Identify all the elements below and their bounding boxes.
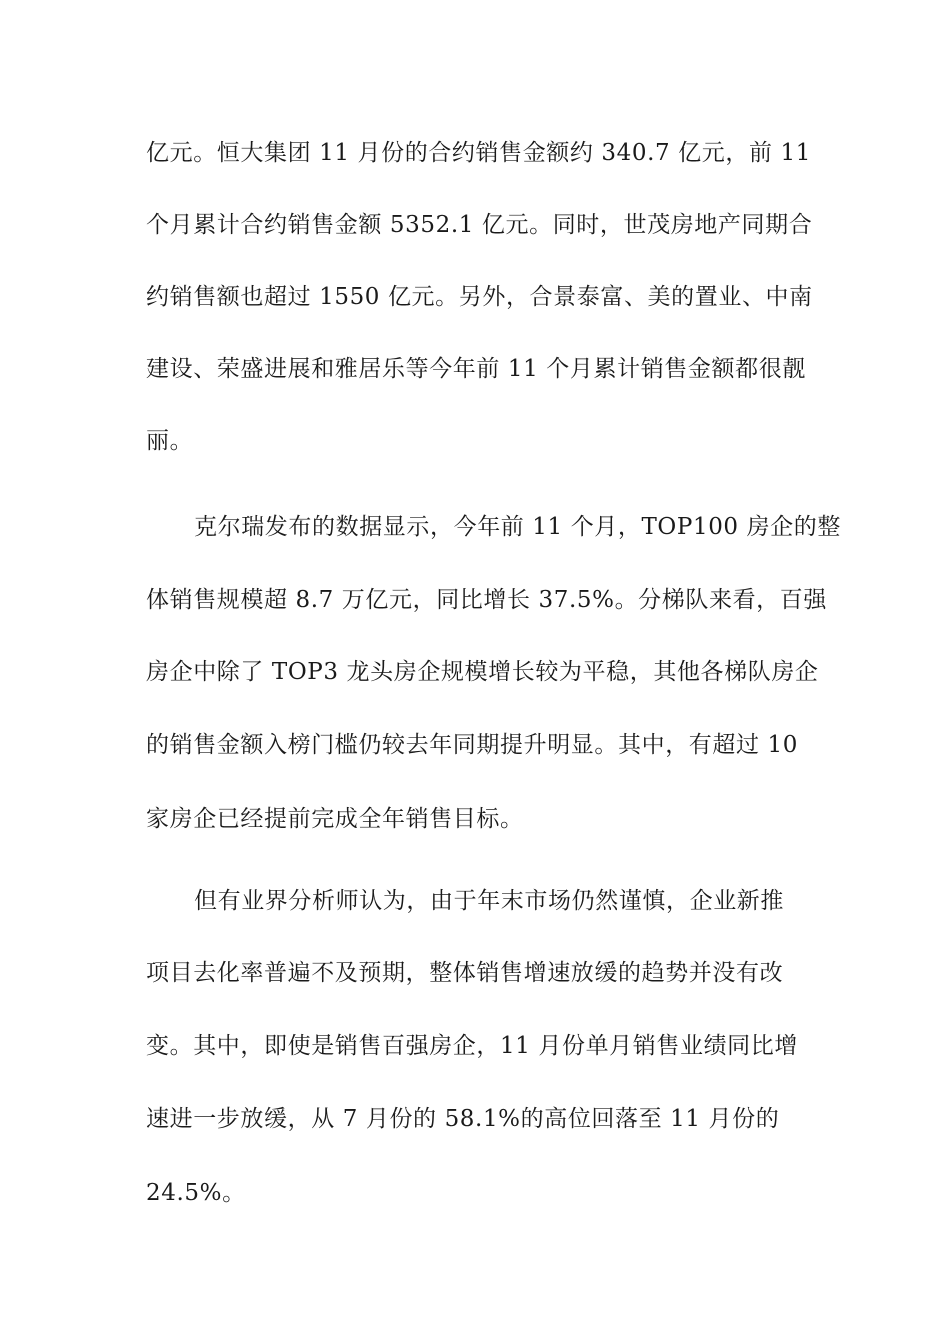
paragraph-line: 项目去化率普遍不及预期，整体销售增速放缓的趋势并没有改 (146, 960, 784, 986)
paragraph-line: 速进一步放缓，从 7 月份的 58.1%的高位回落至 11 月份的 (146, 1106, 780, 1132)
paragraph-line: 24.5%。 (146, 1180, 246, 1206)
paragraph-line: 亿元。恒大集团 11 月份的合约销售金额约 340.7 亿元，前 11 (146, 140, 811, 166)
paragraph-line: 但有业界分析师认为，由于年末市场仍然谨慎，企业新推 (194, 888, 784, 914)
paragraph-line: 体销售规模超 8.7 万亿元，同比增长 37.5%。分梯队来看，百强 (146, 587, 827, 613)
paragraph-line: 个月累计合约销售金额 5352.1 亿元。同时，世茂房地产同期合 (146, 212, 813, 238)
paragraph-line: 建设、荣盛进展和雅居乐等今年前 11 个月累计销售金额都很靓 (146, 356, 806, 382)
paragraph-line: 克尔瑞发布的数据显示，今年前 11 个月，TOP100 房企的整 (194, 514, 841, 540)
paragraph-line: 的销售金额入榜门槛仍较去年同期提升明显。其中，有超过 10 (146, 732, 798, 758)
paragraph-line: 变。其中，即使是销售百强房企，11 月份单月销售业绩同比增 (146, 1033, 798, 1059)
paragraph-line: 丽。 (146, 428, 194, 454)
paragraph-line: 房企中除了 TOP3 龙头房企规模增长较为平稳，其他各梯队房企 (146, 659, 819, 685)
paragraph-line: 家房企已经提前完成全年销售目标。 (146, 806, 524, 832)
paragraph-line: 约销售额也超过 1550 亿元。另外，合景泰富、美的置业、中南 (146, 284, 813, 310)
